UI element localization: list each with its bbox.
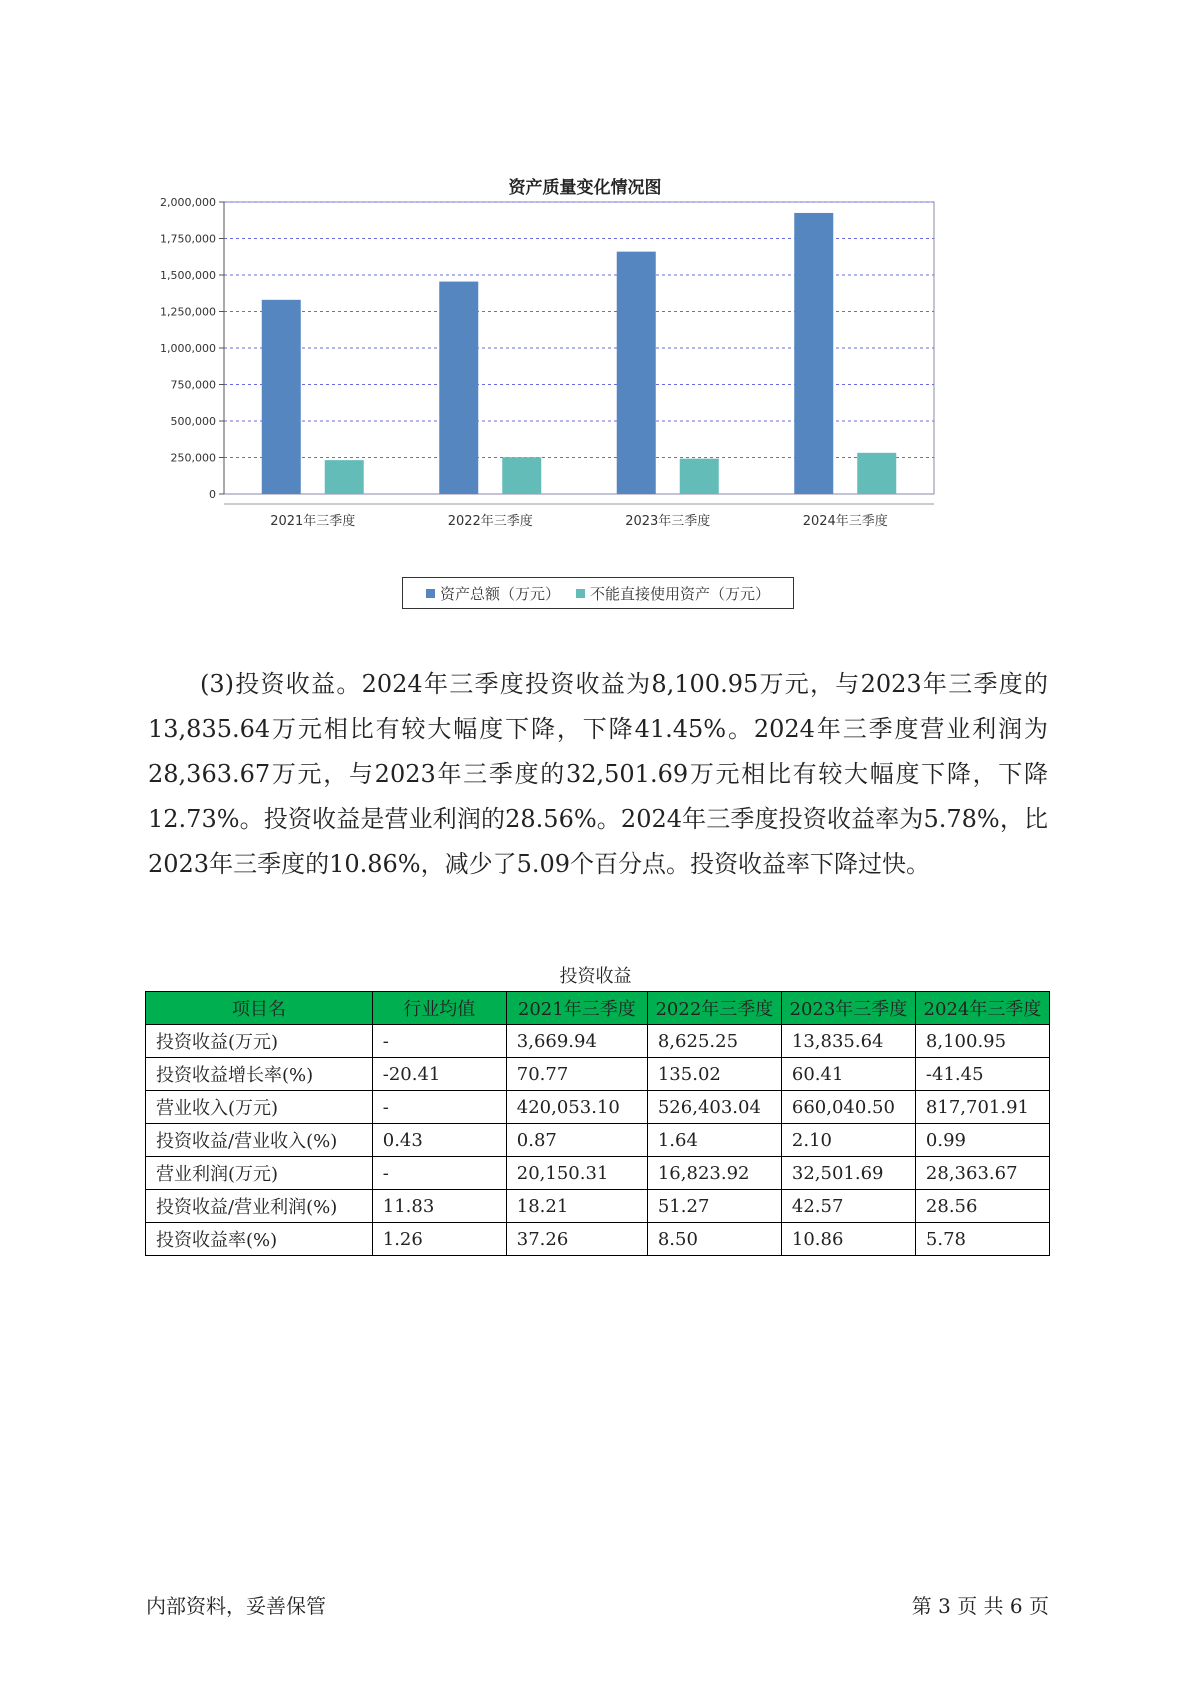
y-tick-label: 2,000,000	[160, 196, 216, 209]
bar-unusable-assets	[680, 459, 719, 494]
chart-title: 资产质量变化情况图	[508, 178, 662, 198]
table-cell: 11.83	[372, 1190, 506, 1223]
legend-item-total-assets	[426, 583, 560, 604]
x-tick-label: 2024年三季度	[802, 514, 888, 529]
legend-label-total-assets: 资产总额（万元）	[439, 584, 560, 603]
table-row	[146, 1058, 1050, 1091]
table-header-cell: 2021年三季度	[506, 992, 647, 1025]
table-header-row	[146, 992, 1050, 1025]
table-cell: 660,040.50	[781, 1091, 915, 1124]
bar-unusable-assets	[857, 453, 896, 494]
legend-swatch-unusable-assets	[576, 589, 585, 598]
bar-unusable-assets	[325, 460, 364, 494]
table-row-label: 投资收益/营业收入(%)	[146, 1124, 373, 1157]
table-header-cell: 行业均值	[372, 992, 506, 1025]
table-header-cell: 2023年三季度	[781, 992, 915, 1025]
y-tick-label: 1,500,000	[160, 269, 216, 282]
x-tick-label: 2021年三季度	[270, 514, 356, 529]
table-cell: 0.99	[915, 1124, 1049, 1157]
table-header-cell: 项目名	[146, 992, 373, 1025]
table-cell: 28.56	[915, 1190, 1049, 1223]
y-tick-label: 750,000	[170, 378, 216, 392]
table-cell: 2.10	[781, 1124, 915, 1157]
table-header-cell: 2024年三季度	[915, 992, 1049, 1025]
table-cell: 42.57	[781, 1190, 915, 1223]
table-cell: -41.45	[915, 1058, 1049, 1091]
legend-swatch-total-assets	[426, 589, 435, 598]
table-row-label: 营业收入(万元)	[146, 1091, 373, 1124]
legend-label-unusable-assets: 不能直接使用资产（万元）	[590, 584, 771, 603]
table-cell: 420,053.10	[506, 1091, 647, 1124]
bar-total-assets	[262, 300, 301, 494]
chart-canvas	[150, 165, 1020, 565]
table-cell: 3,669.94	[506, 1025, 647, 1058]
table-row-label: 投资收益(万元)	[146, 1025, 373, 1058]
table-cell: 70.77	[506, 1058, 647, 1091]
table-cell: -	[372, 1091, 506, 1124]
bar-unusable-assets	[502, 457, 541, 494]
table-row-label: 投资收益增长率(%)	[146, 1058, 373, 1091]
table-cell: 32,501.69	[781, 1157, 915, 1190]
table-cell: 135.02	[647, 1058, 781, 1091]
table-cell: 526,403.04	[647, 1091, 781, 1124]
table-cell: 18.21	[506, 1190, 647, 1223]
y-tick-label: 1,750,000	[160, 232, 216, 246]
table-cell: 1.26	[372, 1223, 506, 1256]
y-tick-label: 1,000,000	[160, 342, 216, 355]
table-cell: -	[372, 1025, 506, 1058]
table-cell: 8,100.95	[915, 1025, 1049, 1058]
chart-legend	[402, 577, 794, 609]
table-cell: 5.78	[915, 1223, 1049, 1256]
table-row	[146, 1157, 1050, 1190]
bar-total-assets	[439, 282, 478, 494]
y-tick-label: 250,000	[170, 451, 216, 465]
table-cell: 0.87	[506, 1124, 647, 1157]
y-tick-label: 500,000	[170, 415, 216, 428]
table-cell: 60.41	[781, 1058, 915, 1091]
investment-income-table	[145, 991, 1050, 1256]
table-cell: 51.27	[647, 1190, 781, 1223]
y-tick-label: 1,250,000	[160, 305, 216, 319]
bar-total-assets	[794, 213, 833, 494]
table-cell: -20.41	[372, 1058, 506, 1091]
table-row-label: 投资收益/营业利润(%)	[146, 1190, 373, 1223]
x-tick-label: 2022年三季度	[447, 514, 533, 529]
table-cell: 10.86	[781, 1223, 915, 1256]
legend-item-unusable-assets	[576, 583, 770, 604]
table-row	[146, 1190, 1050, 1223]
footer-confidential-note: 内部资料，妥善保管	[146, 1594, 326, 1618]
table-cell: 20,150.31	[506, 1157, 647, 1190]
table-cell: 8.50	[647, 1223, 781, 1256]
table-cell: 0.43	[372, 1124, 506, 1157]
bar-total-assets	[617, 252, 656, 494]
table-cell: 37.26	[506, 1223, 647, 1256]
table-row-label: 投资收益率(%)	[146, 1223, 373, 1256]
table-cell: 28,363.67	[915, 1157, 1049, 1190]
table-caption: 投资收益	[559, 966, 632, 987]
table-body	[146, 1025, 1050, 1256]
x-tick-label: 2023年三季度	[625, 514, 711, 529]
table-row	[146, 1124, 1050, 1157]
table-row	[146, 1223, 1050, 1256]
table-header-cell: 2022年三季度	[647, 992, 781, 1025]
y-tick-label: 0	[209, 488, 216, 501]
table-cell: 13,835.64	[781, 1025, 915, 1058]
table-cell: 16,823.92	[647, 1157, 781, 1190]
table-row	[146, 1091, 1050, 1124]
table-cell: 8,625.25	[647, 1025, 781, 1058]
table-row	[146, 1025, 1050, 1058]
table-cell: 1.64	[647, 1124, 781, 1157]
table-cell: 817,701.91	[915, 1091, 1049, 1124]
investment-income-paragraph: (3)投资收益。2024年三季度投资收益为8,100.95万元，与2023年三季度的13,835.64万元相比有较大幅度下降，下降41.45%。2024年三季度营业利润为28,363.67万元，与2023年三季度的32,501.69万元相比有较大幅度下降，下降12.73%。投资收益是营业利润的28.56%。2024年三季度投资收益率为5.78%，比2023年三季度的10.86%，减少了5.09个百分点。投资收益率下降过快。	[148, 670, 1048, 878]
asset-quality-chart	[150, 165, 1020, 625]
table-row-label: 营业利润(万元)	[146, 1157, 373, 1190]
footer-page-number: 第 3 页 共 6 页	[911, 1594, 1049, 1618]
table-cell: -	[372, 1157, 506, 1190]
